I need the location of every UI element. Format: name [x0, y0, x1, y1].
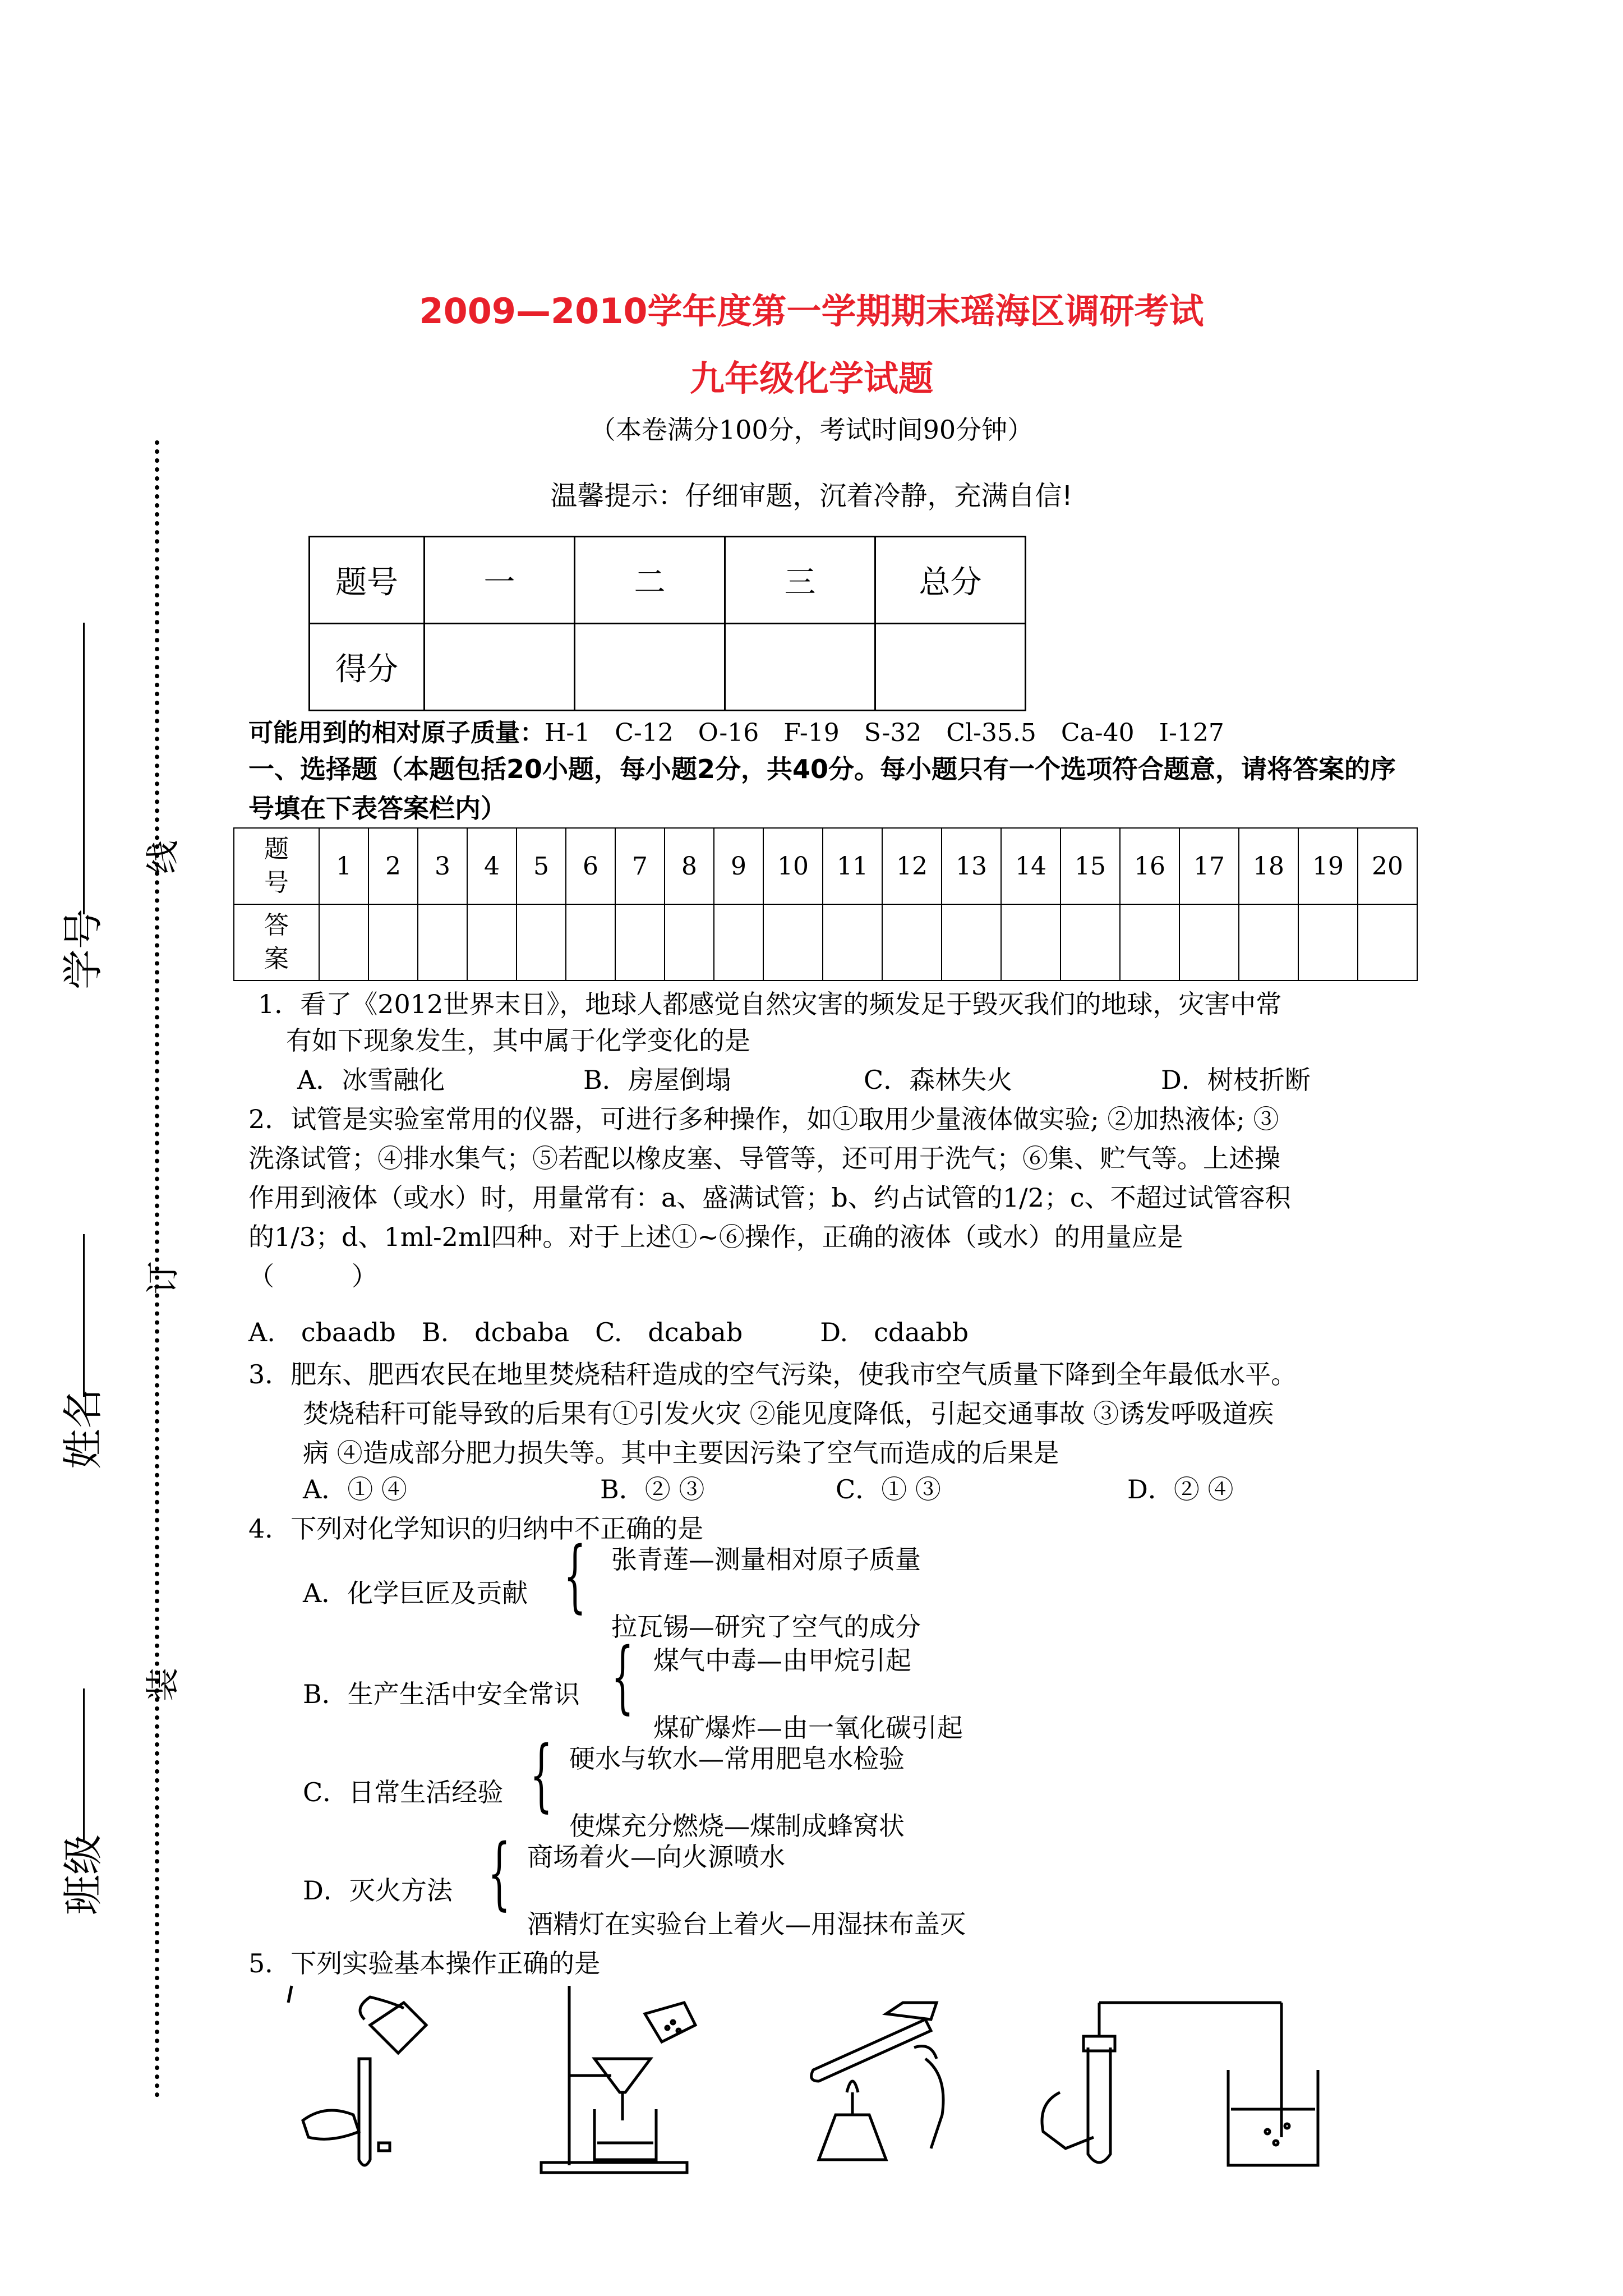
exam-title: 2009—2010学年度第一学期期末瑶海区调研考试 — [419, 291, 1204, 332]
lab-figure-d[interactable] — [1042, 2003, 1318, 2165]
answer-table — [233, 827, 1418, 981]
answer-number-cell: 6 — [566, 828, 615, 904]
lab-figure-a[interactable] — [288, 1986, 426, 2165]
q4-c-item1: 硬水与软水—常用肥皂水检验 — [569, 1743, 905, 1774]
score-header-cell: 总分 — [875, 537, 1026, 624]
q3-option-c[interactable]: C．① ③ — [836, 1474, 941, 1504]
q4-option-d[interactable]: D．灭火方法 — [303, 1875, 453, 1906]
atomic-mass-label: 可能用到的相对原子质量： — [248, 719, 545, 747]
q4-a-item1: 张青莲—测量相对原子质量 — [611, 1544, 921, 1575]
score-table — [308, 536, 1026, 711]
q1-option-c[interactable]: C．森林失火 — [864, 1065, 1013, 1095]
q3-stem-line2: 焚烧秸秆可能导致的后果有①引发火灾 ②能见度降低，引起交通事故 ③诱发呼吸道疾 — [303, 1398, 1274, 1429]
student-id-label: 学号 — [59, 908, 107, 990]
answer-number-cell: 8 — [665, 828, 714, 904]
binding-mark-xian: 线 — [144, 840, 183, 874]
answer-number-cell: 14 — [1001, 828, 1061, 904]
exam-note: （本卷满分100分，考试时间90分钟） — [589, 415, 1034, 445]
answer-number-cell: 3 — [418, 828, 467, 904]
q1-stem-line1: 1．看了《2012世界末日》，地球人都感觉自然灾害的频发足于毁灭我们的地球，灾害中常 — [258, 989, 1282, 1019]
answer-blank-cell[interactable] — [517, 904, 566, 981]
score-cell[interactable] — [875, 624, 1026, 711]
answer-number-cell: 7 — [615, 828, 665, 904]
answer-blank-cell[interactable] — [368, 904, 418, 981]
answer-table-label: 答案 — [234, 904, 319, 981]
answer-blank-cell[interactable] — [615, 904, 665, 981]
q4-option-a[interactable]: A．化学巨匠及贡献 — [303, 1578, 528, 1608]
answer-blank-cell[interactable] — [823, 904, 882, 981]
answer-blank-cell[interactable] — [319, 904, 368, 981]
atomic-mass-line — [248, 712, 1224, 748]
q2-answer-paren[interactable]: （ ） — [248, 1261, 377, 1291]
answer-number-cell: 19 — [1298, 828, 1358, 904]
answer-blank-cell[interactable] — [467, 904, 517, 981]
q4-c-item2: 使煤充分燃烧—煤制成蜂窝状 — [569, 1811, 905, 1841]
q4-a-brace: { — [564, 1530, 587, 1622]
answer-blank-cell[interactable] — [1298, 904, 1358, 981]
q1-option-a[interactable]: A．冰雪融化 — [297, 1065, 445, 1095]
q4-stem: 4．下列对化学知识的归纳中不正确的是 — [248, 1513, 704, 1544]
name-blank[interactable] — [83, 1234, 85, 1397]
q4-c-brace: { — [530, 1729, 553, 1821]
q3-stem-line1: 3．肥东、肥西农民在地里焚烧秸秆造成的空气污染，使我市空气质量下降到全年最低水平。 — [248, 1359, 1297, 1389]
answer-number-cell: 11 — [823, 828, 882, 904]
answer-number-cell: 9 — [714, 828, 763, 904]
answer-blank-cell[interactable] — [1239, 904, 1298, 981]
answer-number-cell: 2 — [368, 828, 418, 904]
q4-option-c[interactable]: C．日常生活经验 — [303, 1777, 504, 1807]
q4-d-brace: { — [488, 1828, 511, 1919]
score-header-cell: 题号 — [310, 537, 425, 624]
q1-stem-line2: 有如下现象发生，其中属于化学变化的是 — [286, 1025, 750, 1056]
score-cell[interactable] — [575, 624, 725, 711]
q1-option-d[interactable]: D．树枝折断 — [1161, 1065, 1311, 1095]
score-header-cell: 二 — [575, 537, 725, 624]
answer-blank-cell[interactable] — [665, 904, 714, 981]
answer-number-cell: 12 — [882, 828, 942, 904]
answer-blank-cell[interactable] — [566, 904, 615, 981]
q5-stem: 5．下列实验基本操作正确的是 — [248, 1948, 601, 1978]
answer-number-cell: 15 — [1061, 828, 1120, 904]
student-id-blank[interactable] — [83, 623, 85, 914]
answer-number-cell: 10 — [763, 828, 823, 904]
score-cell[interactable] — [725, 624, 875, 711]
q2-stem-line3: 作用到液体（或水）时，用量常有：a、盛满试管；b、约占试管的1/2；c、不超过试管容积 — [248, 1182, 1291, 1213]
q2-stem-line1: 2．试管是实验室常用的仪器，可进行多种操作，如①取用少量液体做实验; ②加热液体; ③ — [248, 1104, 1279, 1134]
q3-option-a[interactable]: A．① ④ — [303, 1474, 407, 1504]
answer-number-cell: 13 — [942, 828, 1001, 904]
q2-stem-line2: 洗涤试管；④排水集气；⑤若配以橡皮塞、导管等，还可用于洗气；⑥集、贮气等。上述操 — [248, 1143, 1280, 1174]
q4-d-item1: 商场着火—向火源喷水 — [527, 1842, 785, 1872]
score-header-cell: 三 — [725, 537, 875, 624]
answer-blank-cell[interactable] — [418, 904, 467, 981]
q4-b-item2: 煤矿爆炸—由一氧化碳引起 — [653, 1713, 963, 1743]
section1-heading: 一、选择题（本题包括20小题，每小题2分，共40分。每小题只有一个选项符合题意，请将答案的序号填在下表答案栏内） — [248, 754, 1396, 823]
binding-mark-zhuang: 装 — [144, 1668, 183, 1701]
answer-blank-cell[interactable] — [1120, 904, 1179, 981]
answer-number-cell: 18 — [1239, 828, 1298, 904]
q5-lab-illustrations — [280, 1980, 1346, 2182]
atomic-mass-values: H-1 C-12 O-16 F-19 S-32 Cl-35.5 Ca-40 I-127 — [545, 719, 1224, 747]
binding-mark-ding: 订 — [144, 1261, 183, 1295]
exam-tip: 温馨提示：仔细审题，沉着冷静，充满自信! — [550, 480, 1073, 512]
answer-number-cell: 5 — [517, 828, 566, 904]
answer-number-cell: 17 — [1179, 828, 1239, 904]
exam-subtitle: 九年级化学试题 — [689, 358, 933, 399]
q4-b-brace: { — [611, 1631, 634, 1723]
q4-d-item2: 酒精灯在实验台上着火—用湿抹布盖灭 — [527, 1909, 966, 1939]
answer-number-cell: 20 — [1358, 828, 1417, 904]
answer-number-cell: 16 — [1120, 828, 1179, 904]
q4-option-b[interactable]: B．生产生活中安全常识 — [303, 1679, 580, 1709]
score-row-label: 得分 — [310, 624, 425, 711]
score-cell[interactable] — [425, 624, 575, 711]
q2-stem-line4: 的1/3；d、1ml-2ml四种。对于上述①~⑥操作，正确的液体（或水）的用量应是 — [248, 1222, 1183, 1252]
q3-option-d[interactable]: D．② ④ — [1127, 1474, 1234, 1504]
answer-blank-cell[interactable] — [763, 904, 823, 981]
score-header-cell: 一 — [425, 537, 575, 624]
answer-blank-cell[interactable] — [1061, 904, 1120, 981]
q3-option-b[interactable]: B．② ③ — [600, 1474, 705, 1504]
answer-blank-cell[interactable] — [942, 904, 1001, 981]
class-label: 班级 — [59, 1834, 107, 1916]
answer-table-label: 题号 — [234, 828, 319, 904]
answer-number-cell: 4 — [467, 828, 517, 904]
q4-b-item1: 煤气中毒—由甲烷引起 — [653, 1645, 911, 1676]
q2-options[interactable]: A. cbaadb B. dcbaba C. dcabab D. cdaabb — [248, 1317, 969, 1347]
class-blank[interactable] — [83, 1688, 85, 1840]
q4-a-item2: 拉瓦锡—研究了空气的成分 — [611, 1612, 921, 1642]
name-label: 姓名 — [59, 1388, 107, 1470]
answer-blank-cell[interactable] — [882, 904, 942, 981]
q3-stem-line3: 病 ④造成部分肥力损失等。其中主要因污染了空气而造成的后果是 — [303, 1438, 1059, 1468]
lab-figure-c[interactable] — [811, 2003, 943, 2160]
answer-blank-cell[interactable] — [714, 904, 763, 981]
lab-figure-b[interactable] — [541, 1986, 695, 2173]
answer-blank-cell[interactable] — [1179, 904, 1239, 981]
answer-number-cell: 1 — [319, 828, 368, 904]
answer-blank-cell[interactable] — [1358, 904, 1417, 981]
answer-blank-cell[interactable] — [1001, 904, 1061, 981]
q1-option-b[interactable]: B．房屋倒塌 — [583, 1065, 731, 1095]
